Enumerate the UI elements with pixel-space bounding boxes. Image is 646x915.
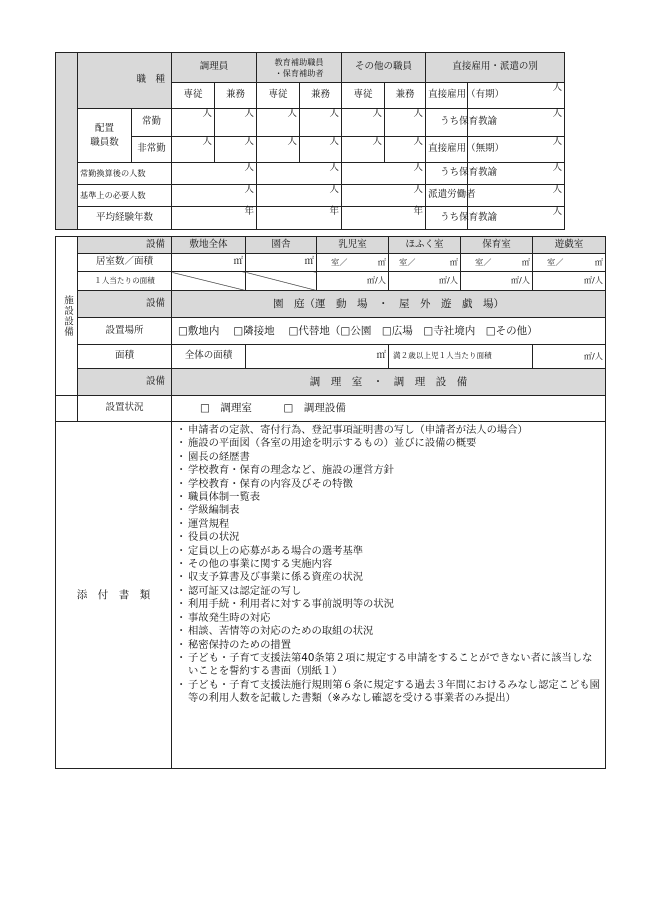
kyoiku-kenmu: 兼務 xyxy=(300,83,342,109)
attachment-item: ・ 子ども・子育て支援法第40条第２項に規定する申請をすることができない者に該当しないことを誓約する書面（別紙１） xyxy=(176,652,601,679)
setsubi-label-3: 設備 xyxy=(78,369,172,396)
status-options[interactable]: □ 調理室 □ 調理設備 xyxy=(172,396,606,422)
direct-open-count[interactable]: 人 xyxy=(468,137,565,163)
sonota-kijun[interactable]: 人 xyxy=(342,185,426,207)
attachment-item: ・ 学級編制表 xyxy=(176,504,601,517)
chori-header: 調理員 xyxy=(172,53,257,83)
shikichi-per-person-na xyxy=(172,272,246,291)
per-person-label: １人当たりの面積 xyxy=(78,272,172,291)
kyoiku-kijun[interactable]: 人 xyxy=(257,185,342,207)
attachment-item: ・ 学校教育・保育の内容及びその特徴 xyxy=(176,478,601,491)
kyoiku-kenmu-jokin[interactable]: 人 xyxy=(300,109,342,137)
ensha-area[interactable]: ㎡ xyxy=(246,254,317,272)
hoiku1-count[interactable]: 人 xyxy=(468,109,565,137)
chori-kenmu-hijokin[interactable]: 人 xyxy=(215,137,257,163)
keiken-label: 平均経験年数 xyxy=(78,207,172,230)
attachment-item: ・ 収支予算書及び事業に係る資産の状況 xyxy=(176,571,601,584)
chori-kenmu-jokin[interactable]: 人 xyxy=(215,109,257,137)
setsubi-label-1: 設備 xyxy=(78,237,172,254)
attachment-item: ・ 運営規程 xyxy=(176,518,601,531)
attachments-label: 添 付 書 類 xyxy=(56,422,172,769)
hoiku-area[interactable]: 室／ ㎡ xyxy=(461,254,533,272)
hofuku-per-person[interactable]: ㎡/人 xyxy=(389,272,461,291)
attachment-item: ・ 園長の経歴書 xyxy=(176,451,601,464)
hoiku2-count[interactable]: 人 xyxy=(468,163,565,185)
col-hofuku: ほふく室 xyxy=(389,237,461,254)
attachment-item: ・ 施設の平面図（各室の用途を明示するもの）並びに設備の概要 xyxy=(176,437,601,450)
attachment-item: ・ 子ども・子育て支援法施行規則第６条に規定する過去３年間におけるみなし認定こども園等の利用人数を記載した書類（※みなし確認を受ける事業者のみ提出） xyxy=(176,679,601,706)
yugi-area[interactable]: 室／ ㎡ xyxy=(533,254,606,272)
sonota-senju-hijokin[interactable]: 人 xyxy=(342,137,385,163)
garden-title: 園 庭（運 動 場 ・ 屋 外 遊 戯 場） xyxy=(172,291,606,318)
col-ensha: 園舎 xyxy=(246,237,317,254)
direct-open-label: 直接雇用（無期） xyxy=(426,137,468,163)
kyoshitsu-label: 居室数／面積 xyxy=(78,254,172,272)
sonota-senju: 専従 xyxy=(342,83,385,109)
kyoiku-kenmu-hijokin[interactable]: 人 xyxy=(300,137,342,163)
chori-keiken[interactable]: 年 xyxy=(172,207,257,230)
koyou-header: 直接雇用・派遣の別 xyxy=(426,53,565,83)
shikichi-area[interactable]: ㎡ xyxy=(172,254,246,272)
hoiku3-count[interactable]: 人 xyxy=(468,207,565,230)
sonota-kenmu-hijokin[interactable]: 人 xyxy=(385,137,426,163)
chori-senju: 専従 xyxy=(172,83,215,109)
kyoiku-keiken[interactable]: 年 xyxy=(257,207,342,230)
chori-senju-hijokin[interactable]: 人 xyxy=(172,137,215,163)
hofuku-area[interactable]: 室／ ㎡ xyxy=(389,254,461,272)
sonota-header: その他の職員 xyxy=(342,53,426,83)
chori-kanzan[interactable]: 人 xyxy=(172,163,257,185)
chori-kenmu: 兼務 xyxy=(215,83,257,109)
col-hoiku: 保育室 xyxy=(461,237,533,254)
hoiku3-label: うち保育教諭 xyxy=(426,207,468,230)
ensha-per-person-na xyxy=(246,272,317,291)
sonota-kanzan[interactable]: 人 xyxy=(342,163,426,185)
hoiku2-label: うち保育教諭 xyxy=(426,163,468,185)
sonota-kenmu: 兼務 xyxy=(385,83,426,109)
chori-senju-jokin[interactable]: 人 xyxy=(172,109,215,137)
shokushu-label: 職 種 xyxy=(78,53,172,109)
hijokin-label: 非常勤 xyxy=(132,137,172,163)
location-options[interactable]: □敷地内 □隣接地 □代替地（□公園 □広場 □寺社境内 □その他） xyxy=(172,318,606,345)
haken-count[interactable]: 人 xyxy=(468,185,565,207)
attachment-item: ・ 申請者の定款、寄付行為、登記事項証明書の写し（申請者が法人の場合） xyxy=(176,424,601,437)
facility-table xyxy=(55,236,606,422)
jokin-label: 常勤 xyxy=(132,109,172,137)
kitchen-title: 調 理 室 ・ 調 理 設 備 xyxy=(172,369,606,396)
attachment-item: ・ 事故発生時の対応 xyxy=(176,612,601,625)
kyoiku-senju-jokin[interactable]: 人 xyxy=(257,109,300,137)
attachments-list-cell xyxy=(172,422,606,769)
total-area-value[interactable]: ㎡ xyxy=(246,345,389,369)
hoiku-per-person[interactable]: ㎡/人 xyxy=(461,272,533,291)
per-child-area-label: 満２歳以上児１人当たり面積 xyxy=(389,345,533,369)
nyuji-per-person[interactable]: ㎡/人 xyxy=(317,272,389,291)
attachment-item: ・ 職員体制一覧表 xyxy=(176,491,601,504)
attachment-item: ・ 相談、苦情等の対応のための取組の状況 xyxy=(176,625,601,638)
yugi-per-person[interactable]: ㎡/人 xyxy=(533,272,606,291)
kyoiku-senju: 専従 xyxy=(257,83,300,109)
attachment-item: ・ 認可証又は認定証の写し xyxy=(176,585,601,598)
kyoiku-kanzan[interactable]: 人 xyxy=(257,163,342,185)
attachment-item: ・ 役員の状況 xyxy=(176,531,601,544)
total-area-label: 全体の面積 xyxy=(172,345,246,369)
sonota-senju-jokin[interactable]: 人 xyxy=(342,109,385,137)
attachment-item: ・ 学校教育・保育の理念など、施設の運営方針 xyxy=(176,464,601,477)
setsubi-label-2: 設備 xyxy=(78,291,172,318)
direct-fixed-count[interactable]: 人 xyxy=(468,83,565,109)
area-label: 面積 xyxy=(78,345,172,369)
attachment-item: ・ 秘密保持のための措置 xyxy=(176,639,601,652)
kyoiku-header: 教育補助職員 ・保育補助者 xyxy=(257,53,342,83)
sonota-keiken[interactable]: 年 xyxy=(342,207,426,230)
kyoiku-senju-hijokin[interactable]: 人 xyxy=(257,137,300,163)
haken-label: 派遣労働者 xyxy=(426,185,468,207)
staff-table xyxy=(55,52,646,230)
sonota-kenmu-jokin[interactable]: 人 xyxy=(385,109,426,137)
nyuji-area[interactable]: 室／ ㎡ xyxy=(317,254,389,272)
kanzan-label: 常勤換算後の人数 xyxy=(78,163,172,185)
attachments-table xyxy=(55,421,606,769)
facility-section-label: 施設設備 xyxy=(56,237,78,396)
status-label: 設置状況 xyxy=(78,396,172,422)
attachment-item: ・ 利用手続・利用者に対する事前説明等の状況 xyxy=(176,598,601,611)
attachment-item: ・ 定員以上の応募がある場合の選考基準 xyxy=(176,545,601,558)
kijun-label: 基準上の必要人数 xyxy=(78,185,172,207)
col-yugi: 遊戯室 xyxy=(533,237,606,254)
per-child-area-value[interactable]: ㎡/人 xyxy=(533,345,606,369)
col-shikichi: 敷地全体 xyxy=(172,237,246,254)
haichi-label: 配置 職員数 xyxy=(78,109,132,163)
staff-corner xyxy=(56,53,78,83)
chori-kijun[interactable]: 人 xyxy=(172,185,257,207)
attachments-list xyxy=(176,424,601,706)
location-label: 設置場所 xyxy=(78,318,172,345)
attachment-item: ・ その他の事業に関する実施内容 xyxy=(176,558,601,571)
col-nyuji: 乳児室 xyxy=(317,237,389,254)
direct-fixed-label: 直接雇用（有期） xyxy=(426,83,468,109)
hoiku1-label: うち保育教諭 xyxy=(426,109,468,137)
